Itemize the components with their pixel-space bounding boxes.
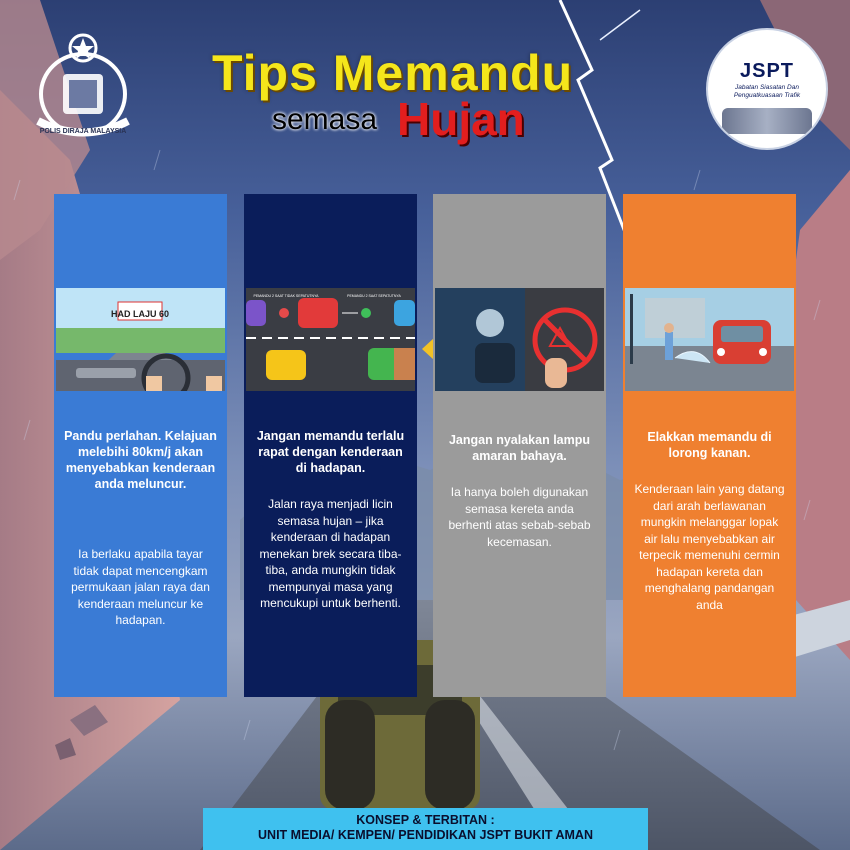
illus-label-left: PEMANDU 2 SAAT TIDAK SEPATUTNYA [253, 294, 319, 298]
tip-card-3 [433, 194, 606, 697]
jspt-subtitle: Jabatan Siasatan Dan Penguatkuasaan Trafik [733, 84, 801, 99]
footer-line-1: KONSEP & TERBITAN : [356, 813, 495, 827]
tip-4-body: Kenderaan lain yang datang dari arah berlawanan mungkin melanggar lopak air lalu menyebabkan air terpecik memenuhi cermin hadapan kereta dan menghalang pandangan anda [634, 482, 785, 612]
jspt-title: JSPT [739, 60, 795, 82]
illustration-hazard-lights [435, 288, 604, 391]
illus-label-right: PEMANDU 2 SAAT SEPATUTNYA [347, 294, 401, 298]
police-crest-logo [28, 26, 138, 141]
tip-card-1 [54, 194, 227, 697]
title-hujan: Hujan [397, 93, 525, 145]
tip-card-2 [244, 194, 417, 697]
tip-3-heading: Jangan nyalakan lampu amaran bahaya. [448, 433, 591, 463]
tip-2-body: Jalan raya menjadi licin semasa hujan – jika kenderaan di hadapan menekan brek secara tiba-tiba, anda mungkin tidak mempunyai masa yang mencukupi untuk berhenti. [259, 497, 402, 610]
tip-3-body: Ia hanya boleh digunakan semasa kereta anda berhenti atas sebab-sebab kecemasan. [448, 485, 591, 549]
illustration-speed-limit [56, 288, 225, 391]
jspt-logo [708, 30, 826, 148]
tip-1-heading: Pandu perlahan. Kelajuan melebihi 80km/j akan menyebabkan kenderaan anda meluncur. [64, 429, 217, 491]
tip-2-heading: Jangan memandu terlalu rapat dengan kenderaan di hadapan. [256, 429, 405, 475]
footer-line-2: UNIT MEDIA/ KEMPEN/ PENDIDIKAN JSPT BUKIT AMAN [258, 828, 593, 842]
illustration-water-splash [625, 288, 794, 391]
footer-credits [203, 808, 648, 850]
title-tips-memandu: Tips Memandu [212, 45, 574, 101]
police-crest-text: POLIS DIRAJA MALAYSIA [39, 128, 127, 135]
illustration-following-distance [246, 288, 415, 391]
title-semasa: semasa [272, 103, 378, 136]
speed-sign-text: HAD LAJU 60 [110, 309, 170, 319]
jspt-vehicle-band [722, 108, 812, 134]
tip-4-heading: Elakkan memandu di lorong kanan. [647, 430, 772, 460]
tip-1-body: Ia berlaku apabila tayar tidak dapat mencengkam permukaan jalan raya dan kenderaan meluncur ke hadapan. [71, 547, 210, 627]
tip-card-4 [623, 194, 796, 697]
